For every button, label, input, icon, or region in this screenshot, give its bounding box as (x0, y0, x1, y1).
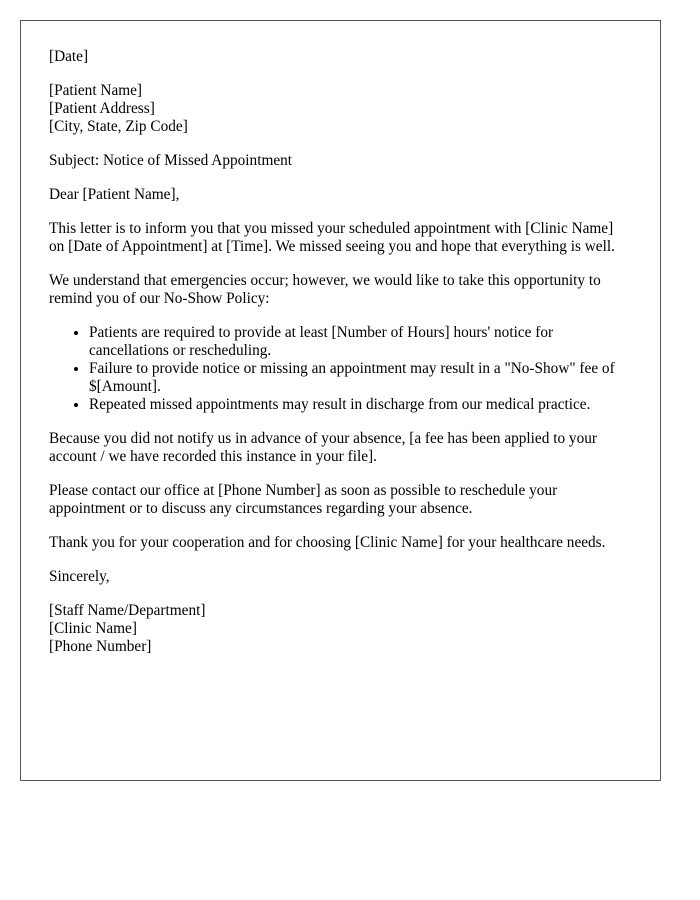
recipient-city-state-zip: [City, State, Zip Code] (49, 118, 188, 135)
policy-item-notice: • Patients are required to provide at least [Number of Hours] hours' notice for cancellations or rescheduling. (89, 324, 632, 360)
paragraph-absence-action: Because you did not notify us in advance of your absence, [a fee has been applied to your account / we have recorded this instance in your file]. (49, 430, 597, 465)
paragraph-contact-office: Please contact our office at [Phone Number] as soon as possible to reschedule your appointment or to discuss any circumstances regarding your absence. (49, 482, 558, 517)
paragraph-policy-intro: We understand that emergencies occur; however, we would like to take this opportunity to remind you of our No-Show Policy: (49, 272, 601, 307)
signature-phone: [Phone Number] (49, 638, 152, 655)
letter-date: [Date] (49, 48, 89, 65)
no-show-policy-list (49, 324, 632, 414)
policy-item-fee: • Failure to provide notice or missing an appointment may result in a "No-Show" fee of $[Amount]. (89, 360, 632, 396)
signature-staff: [Staff Name/Department] (49, 602, 206, 619)
signature-block (49, 602, 632, 656)
letter-subject: Subject: Notice of Missed Appointment (49, 152, 293, 169)
recipient-address-block (49, 82, 632, 136)
recipient-name: [Patient Name] (49, 82, 143, 99)
signature-clinic: [Clinic Name] (49, 620, 137, 637)
paragraph-missed-appointment: This letter is to inform you that you missed your scheduled appointment with [Clinic Name] on [Date of Appointment] at [Time]. We missed seeing you and hope that everything is well. (49, 220, 615, 255)
policy-item-discharge: • Repeated missed appointments may result in discharge from our medical practice. (89, 396, 632, 414)
paragraph-thank-you: Thank you for your cooperation and for choosing [Clinic Name] for your healthcare needs. (49, 534, 606, 551)
letter-page (20, 20, 661, 781)
letter-closing: Sincerely, (49, 568, 110, 585)
letter-salutation: Dear [Patient Name], (49, 186, 180, 203)
recipient-address: [Patient Address] (49, 100, 155, 117)
